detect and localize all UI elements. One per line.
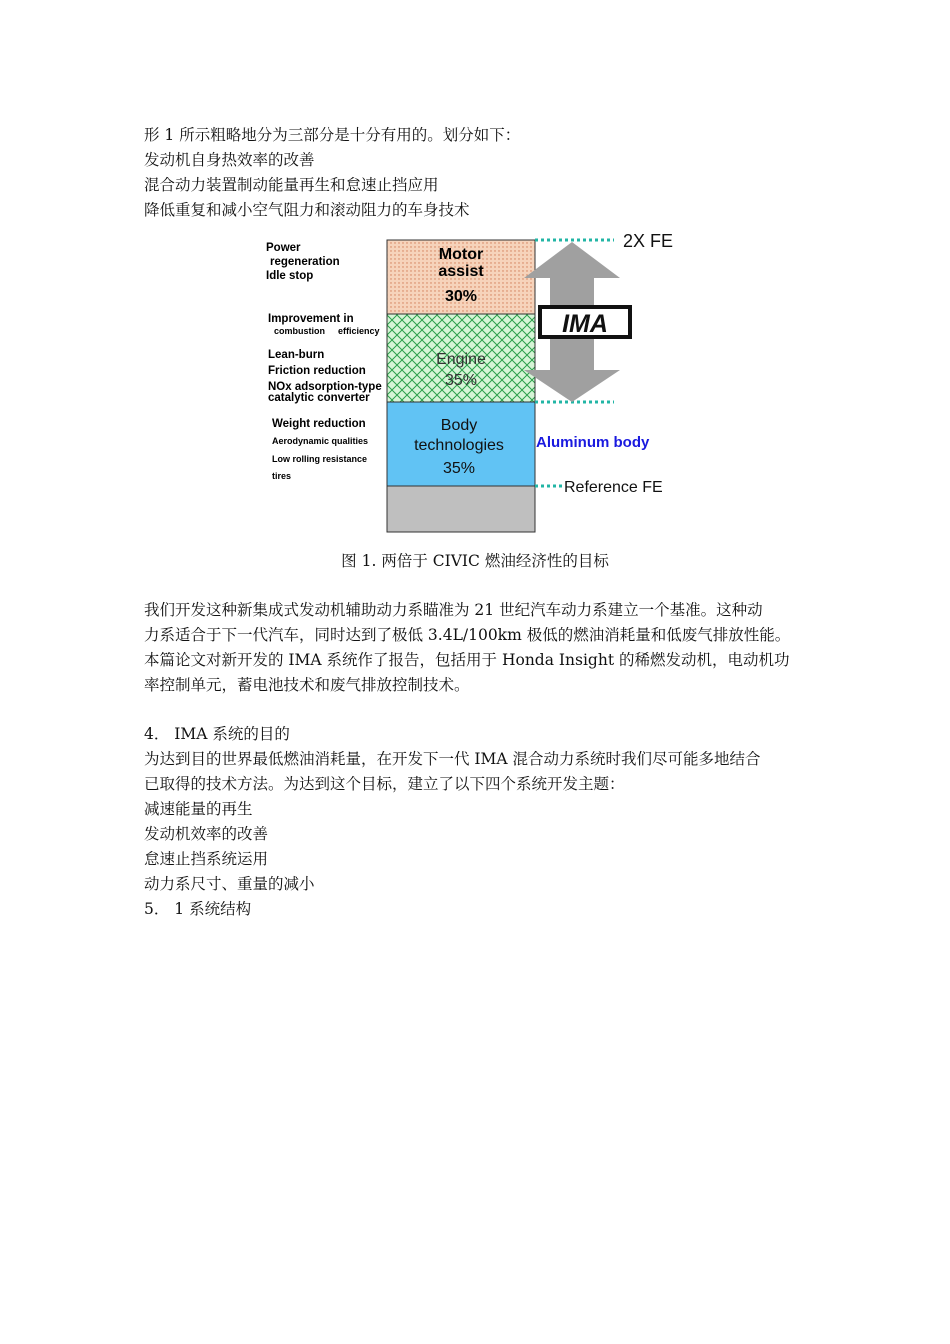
label-friction: Friction reduction: [268, 365, 366, 377]
ima-logo-icon: IMA: [562, 310, 608, 338]
reference-base-block: [387, 486, 535, 532]
figure-caption: 图 1. 两倍于 CIVIC 燃油经济性的目标: [341, 552, 609, 570]
list-item: 动力系尺寸、重量的减小: [144, 875, 315, 893]
intro-paragraph: [144, 123, 824, 223]
text-line: 率控制单元，蓄电池技术和废气排放控制技术。: [144, 676, 470, 694]
body-label-2: technologies: [414, 437, 504, 454]
text-line: 我们开发这种新集成式发动机辅助动力系瞄准为 21 世纪汽车动力系建立一个基准。这种动: [144, 601, 763, 619]
motor-value: 30%: [444, 288, 478, 305]
label-aero: Aerodynamic qualities: [272, 436, 369, 446]
text-line: 混合动力装置制动能量再生和怠速止挡应用: [144, 176, 439, 194]
label-efficiency: efficiency: [338, 326, 380, 336]
engine-value: 35%: [444, 372, 478, 389]
body-label-1: Body: [440, 417, 478, 434]
label-regeneration: regeneration: [270, 256, 340, 268]
label-improvement: Improvement in: [268, 313, 354, 325]
fuel-economy-figure: [262, 230, 692, 536]
body-paragraph-2: [144, 722, 824, 922]
list-item: 减速能量的再生: [144, 800, 253, 818]
label-catalytic: catalytic converter: [268, 392, 370, 404]
section-heading: 4． IMA 系统的目的: [144, 725, 290, 743]
label-aluminum-body: Aluminum body: [536, 434, 650, 451]
text-line: 形 1 所示粗略地分为三部分是十分有用的。划分如下：: [144, 126, 521, 144]
section-heading: 5． 1 系统结构: [144, 900, 252, 918]
list-item: 怠速止挡系统运用: [144, 850, 269, 868]
motor-label-1: Motor: [438, 246, 484, 263]
label-rolling: Low rolling resistance: [272, 454, 368, 464]
text-line: 已取得的技术方法。为达到这个目标，建立了以下四个系统开发主题：: [144, 775, 625, 793]
body-value: 35%: [442, 460, 476, 477]
text-line: 发动机自身热效率的改善: [144, 151, 315, 169]
label-combustion: combustion: [274, 326, 325, 336]
body-paragraph-1: [144, 598, 824, 698]
text-line: 为达到目的世界最低燃油消耗量，在开发下一代 IMA 混合动力系统时我们尽可能多地结合: [144, 750, 761, 768]
engine-label: Engine: [436, 351, 486, 368]
label-idle-stop: Idle stop: [266, 270, 314, 282]
text-line: 降低重复和减小空气阻力和滚动阻力的车身技术: [144, 201, 470, 219]
label-power: Power: [266, 242, 301, 254]
text-line: 本篇论文对新开发的 IMA 系统作了报告，包括用于 Honda Insight 的稀燃发动机，电动机功: [144, 651, 790, 669]
label-weight: Weight reduction: [272, 418, 366, 430]
text-line: 力系适合于下一代汽车，同时达到了极低 3.4L/100km 极低的燃油消耗量和低废气排放性能。: [144, 626, 791, 644]
label-tires: tires: [272, 471, 292, 481]
motor-label-2: assist: [438, 263, 484, 280]
label-nox: NOx adsorption-type: [268, 381, 382, 393]
list-item: 发动机效率的改善: [144, 825, 269, 843]
label-2x-fe: 2X FE: [623, 231, 674, 251]
label-lean-burn: Lean-burn: [268, 349, 325, 361]
label-reference-fe: Reference FE: [564, 479, 663, 496]
